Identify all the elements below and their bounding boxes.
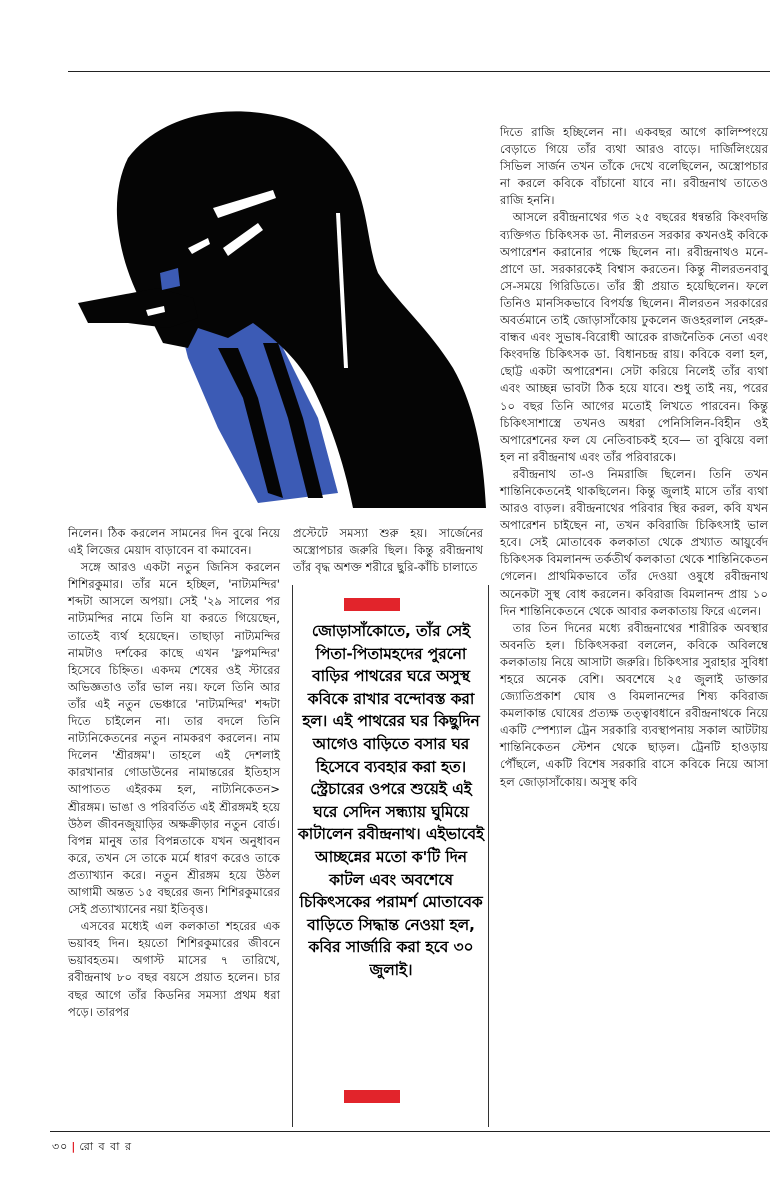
paragraph: এসবের মধ্যেই এল কলকাতা শহরের এক ভয়াবহ দিন। হয়তো শিশিরকুমারের জীবনে ভয়াবহতম। অগাস্ট মাসের ৭ তারিখে, রবীন্দ্রনাথ ৮০ বছর বয়সে প্রয়াত হলেন। চার বছর আগে তাঁর কিডনির সমস্যা প্রথম ধরা পড়ে। তারপর (68, 919, 280, 1019)
paragraph: দিতে রাজি হচ্ছিলেন না। একবছর আগে কালিম্পংয়ে বেড়াতে গিয়ে তাঁর ব্যথা আরও বাড়ে। দার্জিলিংয়ের সিভিল সার্জন তখন তাঁকে দেখে বলেছিলেন, অস্ত্রোপচার না করলে কবিকে বাঁচানো যাবে না। রবীন্দ্রনাথ তাতেও রাজি হননি। (500, 125, 768, 208)
magazine-name: রো ব বা র (79, 1140, 133, 1153)
paragraph: তার তিন দিনের মধ্যে রবীন্দ্রনাথের শারীরিক অবস্থার অবনতি হল। চিকিৎসকরা বললেন, কবিকে অবিলম্বে কলকাতায় নিয়ে আসাটা জরুরি। চিকিৎসার সুরাহার সুবিধা শহরে অনেক বেশি। অবশেষে ২৫ জুলাই ডাক্তার জ্যোতিপ্রকাশ ঘোষ ও বিমলানন্দের শিষ্য কবিরাজ কমলাকান্ত ঘোষের প্রত্যক্ষ তত্ত্বাবধানে রবীন্দ্রনাথকে নিয়ে একটি স্পেশ্যাল ট্রেন সরকারি ব্যবস্থাপনায় সকাল আটটায় শান্তিনিকেতন স্টেশন থেকে ছাড়ল। ট্রেনটি হাওড়ায় পৌঁছলে, একটি বিশেষ সরকারি বাসে কবিকে নিয়ে আসা হল জোড়াসাঁকোয়। অসুস্থ কবি (500, 620, 768, 789)
text-column-middle (293, 525, 483, 576)
tagore-silhouette-icon (68, 98, 486, 508)
page-number: ৩০ (52, 1140, 69, 1153)
footer-separator: | (71, 1140, 77, 1153)
column-divider-left (292, 585, 293, 1127)
paragraph: নিলেন। ঠিক করলেন সামনের দিন বুঝে নিয়ে এই লিজের মেয়াদ বাড়াবেন বা কমাবেন। (68, 526, 280, 558)
top-rule (68, 71, 770, 72)
text-column-right (500, 124, 768, 791)
bottom-rule (50, 1131, 770, 1132)
pull-quote: জোড়াসাঁকোতে, তাঁর সেই পিতা-পিতামহদের পুরনো বাড়ির পাথরের ঘরে অসুস্থ কবিকে রাখার বন্দোবস্ত করা হল। এই পাথরের ঘর কিছুদিন আগেও বাড়িতে বসার ঘর হিসেবে ব্যবহার করা হত। স্ট্রেচারের ওপরে শুয়েই এই ঘরে সেদিন সন্ধ্যায় ঘুমিয়ে কাটালেন রবীন্দ্রনাথ। এইভাবেই আচ্ছন্নের মতো ক'টি দিন কাটল এবং অবশেষে চিকিৎসকের পরামর্শ মোতাবেক বাড়িতে সিদ্ধান্ত নেওয়া হল, কবির সার্জারি করা হবে ৩০ জুলাই। (298, 622, 484, 979)
pull-quote-bottom-bar (344, 1090, 400, 1103)
paragraph: আসলে রবীন্দ্রনাথের গত ২৫ বছরের ধন্বন্তরি কিংবদন্তি ব্যক্তিগত চিকিৎসক ডা. নীলরতন সরকার কখনওই কবিকে অপারেশন করানোর পক্ষে ছিলেন না। রবীন্দ্রনাথও মনে-প্রাণে ডা. সরকারকেই বিশ্বাস করতেন। কিন্তু নীলরতনবাবু সে-সময়ে গিরিডিতে। তাঁর স্ত্রী প্রয়াত হয়েছিলেন। ফলে তিনিও মানসিকভাবে বিপর্যস্ত ছিলেন। নীলরতন সরকারের অবর্তমানে তাই জোড়াসাঁকোয় ঢুকলেন জওহরলাল নেহরু-বান্ধব এবং সুভাষ-বিরোধী আরেক রাজনৈতিক নেতা এবং কিংবদন্তি চিকিৎসক ডা. বিধানচন্দ্র রায়। কবিকে বলা হল, ছোট্ট একটা অপারেশন। সেটা করিয়ে নিলেই তাঁর ব্যথা এবং আচ্ছন্ন ভাবটা ঠিক হয়ে যাবে। শুধু তাই নয়, পরের ১০ বছর তিনি আগের মতোই লিখতে পারবেন। কিন্তু চিকিৎসাশাস্ত্রে তখনও অধরা পেনিসিলিন-বিহীন ওই অপারেশনের ফল যে নেতিবাচকই হবে— তা বুঝিয়ে বলা হল না রবীন্দ্রনাথ এবং তাঁর পরিবারকে। (500, 210, 768, 464)
column-divider-right (488, 585, 489, 1127)
paragraph: প্রস্টেটে সমস্যা শুরু হয়। সার্জেনের অস্ত্রোপচার জরুরি ছিল। কিন্তু রবীন্দ্রনাথ তাঁর বৃদ্ধ অশক্ত শরীরে ছুরি-কাঁচি চালাতে (293, 526, 483, 575)
paragraph: রবীন্দ্রনাথ তা-ও নিমরাজি ছিলেন। তিনি তখন শান্তিনিকেতনেই থাকছিলেন। কিন্তু জুলাই মাসে তাঁর ব্যথা আরও বাড়ল। রবীন্দ্রনাথের পরিবার স্থির করল, কবি যখন অপারেশন চাইছেন না, তখন কবিরাজি চিকিৎসাই ভাল হবে। সেই মোতাবেক কলকাতা থেকে প্রখ্যাত আয়ুর্বেদ চিকিৎসক বিমলানন্দ তর্কতীর্থ কলকাতা থেকে শান্তিনিকেতন গেলেন। প্রাথমিকভাবে তাঁর দেওয়া ওষুধে রবীন্দ্রনাথ অনেকটা সুস্থ বোধ করলেন। কবিরাজ বিমলানন্দ প্রায় ১০ দিন শান্তিনিকেতনে থেকে আবার কলকাতায় ফিরে এলেন। (500, 466, 768, 618)
page-footer (52, 1138, 132, 1157)
paragraph: সঙ্গে আরও একটা নতুন জিনিস করলেন শিশিরকুমার। তাঁর মনে হচ্ছিল, 'নাট্যমন্দির' শব্দটা আসলে অপয়া। সেই '২৯ সালের পর নাট্যমন্দির নামে তিনি যা করতে গিয়েছেন, তাতেই ব্যর্থ হয়েছেন। তাছাড়া নাট্যমন্দির নামটাও দর্শকের কাছে এখন 'ফ্লপমন্দির' হিসেবে চিহ্নিত। একদম শেষের ওই স্টারের অভিজ্ঞতাও তাঁর ভাল নয়। ফলে তিনি আর তাঁর এই নতুন ভেঞ্চারে 'নাট্যমন্দির' শব্দটা দিতে চাইলেন না। তার বদলে তিনি নাট্যনিকেতনের নতুন নামকরণ করলেন। নাম দিলেন 'শ্রীরঙ্গম'। তাহলে এই দেশলাই কারখানার গোডাউনের নামান্তরের ইতিহাস আপাতত এইরকম হল, নাট্যনিকেতন> শ্রীরঙ্গম। ভাঙা ও পরিবর্তিত এই শ্রীরঙ্গমই হয়ে উঠল জীবনজুয়াড়ির অক্ষক্রীড়ার নতুন বোর্ড। বিপন্ন মানুষ তার বিপন্নতাকে যখন অনুধাবন করে, তখন সে তাকে মর্মে ধারণ করেও তাকে প্রত্যাখ্যান করে। নতুন শ্রীরঙ্গম হয়ে উঠল আগামী অন্তত ১৫ বছরের জন্য শিশিরকুমারের সেই প্রত্যাখ্যানের নয়া ইতিবৃত্ত। (68, 560, 280, 917)
pull-quote-top-bar (344, 598, 400, 611)
text-column-left (68, 525, 280, 1021)
